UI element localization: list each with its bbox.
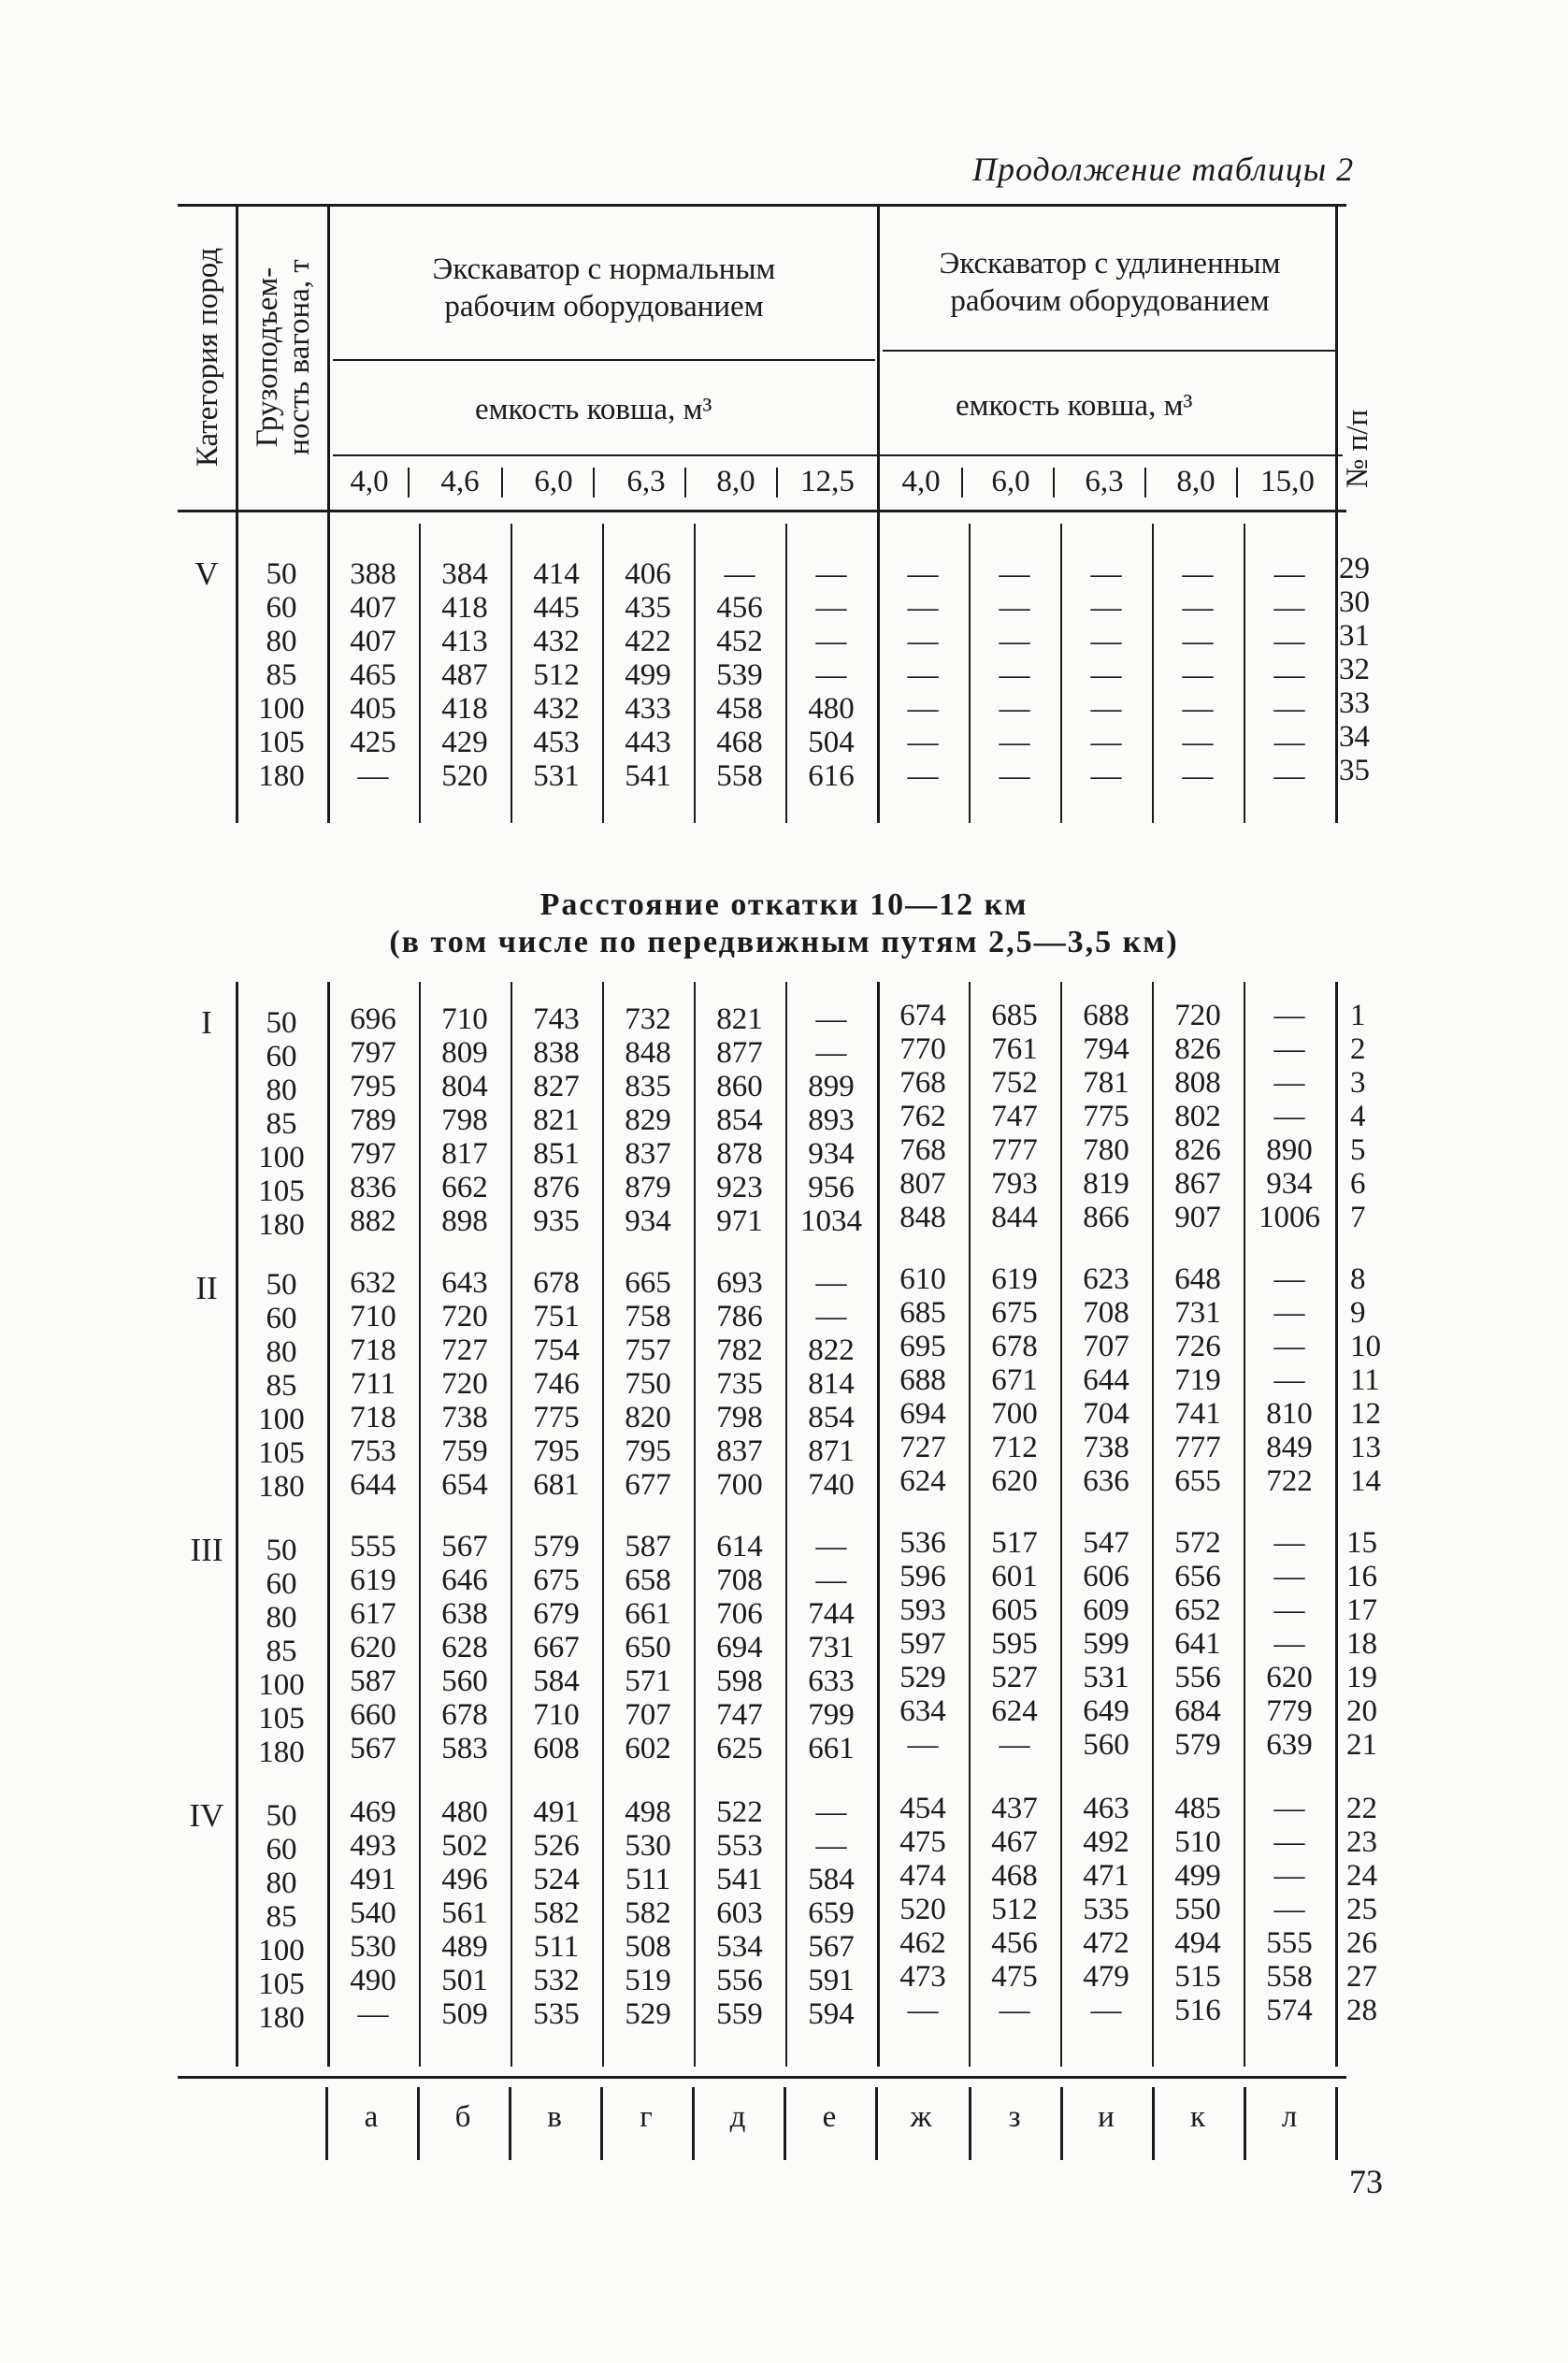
value-column: 469 493 491 540 530 490 — xyxy=(350,1795,396,2031)
size-separator xyxy=(1053,468,1055,497)
row-numbers: 22 23 24 25 26 27 28 xyxy=(1346,1792,1377,2027)
value-column: 732 848 835 829 837 879 934 xyxy=(625,1002,671,1238)
value-column: 555 619 617 620 587 660 567 xyxy=(350,1530,396,1765)
distance-heading-line2: (в том числе по передвижным путям 2,5—3,5 км) xyxy=(389,925,1179,959)
body1-rule xyxy=(602,524,604,823)
body2-rule xyxy=(236,982,238,2067)
body1-rule xyxy=(419,524,421,823)
value-column: 720 826 808 802 826 867 907 xyxy=(1174,999,1221,1234)
body2-rule xyxy=(419,982,421,2067)
table-top-rule xyxy=(178,204,1346,207)
capacity-values: 50 60 80 85 100 105 180 xyxy=(258,1268,305,1504)
body2-rule xyxy=(1060,982,1062,2067)
value-column: — — — — — — — xyxy=(907,557,939,793)
value-column: 536 596 593 597 529 634 — xyxy=(899,1526,946,1762)
size-extended-15-0: 15,0 xyxy=(1260,465,1315,498)
category-label: III xyxy=(190,1532,223,1568)
value-column: 614 708 706 694 598 747 625 xyxy=(716,1530,763,1765)
value-column: 567 646 638 628 560 678 583 xyxy=(441,1530,488,1765)
capacity-values: 50 60 80 85 100 105 180 xyxy=(258,1006,305,1242)
value-column: 522 553 541 603 534 556 559 xyxy=(716,1795,763,2031)
size-extended-6-3: 6,3 xyxy=(1085,465,1124,498)
value-column: 480 502 496 561 489 501 509 xyxy=(441,1795,488,2031)
row-numbers: 1 2 3 4 5 6 7 xyxy=(1350,999,1366,1234)
size-separator xyxy=(593,468,595,497)
body1-rule xyxy=(877,512,880,823)
value-column: — — — — 810 849 722 xyxy=(1266,1262,1313,1498)
value-column: 463 492 471 535 472 479 — xyxy=(1083,1792,1129,2027)
distance-heading-line1: Расстояние откатки 10—12 км xyxy=(539,887,1029,922)
column-letter-i: и xyxy=(1098,2100,1115,2134)
value-column: 619 675 678 671 700 712 620 xyxy=(991,1262,1038,1498)
category-label: I xyxy=(201,1004,212,1041)
extended-excavator-line2: рабочим оборудованием xyxy=(950,284,1270,318)
value-column: 693 786 782 735 798 837 700 xyxy=(716,1266,763,1502)
normal-excavator-line1: Экскаватор с нормальным xyxy=(432,252,776,286)
rownum-heading: № п/п xyxy=(1341,409,1374,489)
capacity-heading-line1: Грузоподъем- xyxy=(251,267,284,448)
body1-rule xyxy=(694,524,696,823)
value-column: 648 731 726 719 741 777 655 xyxy=(1174,1262,1221,1498)
value-column: 643 720 727 720 738 759 654 xyxy=(441,1266,488,1502)
value-column: — 456 452 539 458 468 558 xyxy=(716,557,763,793)
value-column: — — — — — — — xyxy=(1090,557,1122,793)
column-letter-g: г xyxy=(640,2100,653,2134)
group-header-rule-extended xyxy=(883,350,1337,352)
body2-rule xyxy=(511,982,512,2067)
value-column: 491 526 524 582 511 532 535 xyxy=(533,1795,580,2031)
size-separator xyxy=(1144,468,1146,497)
body2-rule xyxy=(1244,982,1245,2067)
value-column: 406 435 422 499 433 443 541 xyxy=(625,557,671,793)
value-column: — — — — — — — xyxy=(999,557,1030,793)
group-header-rule-normal xyxy=(333,359,875,361)
size-separator xyxy=(961,468,963,497)
body2-rule xyxy=(1152,982,1154,2067)
size-normal-12-5: 12,5 xyxy=(800,465,855,498)
body1-rule xyxy=(1335,512,1338,823)
category-label: II xyxy=(195,1270,218,1306)
size-separator xyxy=(408,468,410,497)
body1-rule xyxy=(511,524,512,823)
header-divider-capacity xyxy=(236,206,238,510)
capacity-values: 50 60 80 85 100 105 180 xyxy=(258,557,305,793)
value-column: 485 510 499 550 494 515 516 xyxy=(1174,1792,1221,2027)
value-column: 454 475 474 520 462 473 — xyxy=(899,1792,946,2027)
value-column: 498 530 511 582 508 519 529 xyxy=(625,1795,671,2031)
size-normal-6-3: 6,3 xyxy=(626,465,666,498)
column-letter-a: а xyxy=(364,2100,379,2134)
column-letter-zh: ж xyxy=(910,2100,932,2134)
bucket-capacity-extended: емкость ковша, м³ xyxy=(956,389,1193,423)
value-column: 696 797 795 789 797 836 882 xyxy=(350,1002,396,1238)
size-separator xyxy=(684,468,686,497)
size-extended-8-0: 8,0 xyxy=(1176,465,1216,498)
body1-rule xyxy=(785,524,787,823)
capacity-values: 50 60 80 85 100 105 180 xyxy=(258,1534,305,1769)
normal-excavator-heading xyxy=(333,251,875,325)
category-label: IV xyxy=(189,1797,224,1834)
body2-rule xyxy=(969,982,971,2067)
row-numbers: 15 16 17 18 19 20 21 xyxy=(1346,1526,1377,1762)
value-column: 547 606 609 599 531 649 560 xyxy=(1083,1526,1129,1762)
value-column: — — 822 814 854 871 740 xyxy=(808,1266,855,1502)
value-column: 623 708 707 644 704 738 636 xyxy=(1083,1262,1129,1498)
body1-rule xyxy=(1152,524,1154,823)
size-normal-4-0: 4,0 xyxy=(350,465,389,498)
body2-rule xyxy=(327,982,330,2067)
body2-rule xyxy=(785,982,787,2067)
column-letter-l: л xyxy=(1281,2100,1298,2134)
value-column: — — — — 620 779 639 xyxy=(1266,1526,1313,1762)
value-column: 710 809 804 798 817 662 898 xyxy=(441,1002,488,1238)
value-column: 437 467 468 512 456 475 — xyxy=(991,1792,1038,2027)
value-column: 632 710 718 711 718 753 644 xyxy=(350,1266,396,1502)
column-letter-k: к xyxy=(1189,2100,1206,2134)
row-numbers: 8 9 10 11 12 13 14 xyxy=(1350,1262,1381,1498)
table-bottom-rule xyxy=(178,2076,1346,2079)
value-column: 674 770 768 762 768 807 848 xyxy=(899,999,946,1234)
body1-rule xyxy=(1244,524,1245,823)
value-column: — — — — 890 934 1006 xyxy=(1259,999,1320,1234)
body1-rule xyxy=(236,512,238,823)
capacity-heading-line2: ность вагона, т xyxy=(282,259,316,455)
value-column: — — — — 555 558 574 xyxy=(1266,1792,1313,2027)
value-column: 388 407 407 465 405 425 — xyxy=(350,557,396,793)
extended-excavator-heading xyxy=(883,245,1337,320)
column-letter-z: з xyxy=(1008,2100,1021,2134)
footer-rule xyxy=(1335,2087,1338,2160)
size-extended-6-0: 6,0 xyxy=(991,465,1030,498)
value-column: 688 794 781 775 780 819 866 xyxy=(1083,999,1129,1234)
body2-rule xyxy=(602,982,604,2067)
size-normal-6-0: 6,0 xyxy=(534,465,573,498)
body2-rule xyxy=(1335,982,1338,2067)
page-number: 73 xyxy=(1349,2163,1383,2200)
body2-rule xyxy=(877,982,880,2067)
column-letter-v: в xyxy=(547,2100,562,2134)
value-column: — — 744 731 633 799 661 xyxy=(808,1530,855,1765)
size-extended-4-0: 4,0 xyxy=(901,465,941,498)
value-column: 610 685 695 688 694 727 624 xyxy=(899,1262,946,1498)
column-letter-b: б xyxy=(454,2100,471,2134)
value-column: — — 584 659 567 591 594 xyxy=(808,1795,855,2031)
value-column: 685 761 752 747 777 793 844 xyxy=(991,999,1038,1234)
bucket-capacity-normal: емкость ковша, м³ xyxy=(475,393,712,426)
value-column: 678 751 754 746 775 795 681 xyxy=(533,1266,580,1502)
capacity-values: 50 60 80 85 100 105 180 xyxy=(258,1799,305,2035)
value-column: 821 877 860 854 878 923 971 xyxy=(716,1002,763,1238)
value-column: 517 601 605 595 527 624 — xyxy=(991,1526,1038,1762)
value-column: 384 418 413 487 418 429 520 xyxy=(441,557,488,793)
extended-excavator-line1: Экскаватор с удлиненным xyxy=(939,247,1281,281)
value-column: — — — — 480 504 616 xyxy=(808,557,855,793)
body1-rule xyxy=(1060,524,1062,823)
column-letter-d: д xyxy=(729,2100,746,2134)
value-column: 579 675 679 667 584 710 608 xyxy=(533,1530,580,1765)
row-numbers: 29 30 31 32 33 34 35 xyxy=(1339,552,1370,787)
value-column: — — — — — — — xyxy=(1182,557,1214,793)
value-column: 587 658 661 650 571 707 602 xyxy=(625,1530,671,1765)
value-column: 743 838 827 821 851 876 935 xyxy=(533,1002,580,1238)
size-separator xyxy=(1236,468,1238,497)
value-column: 572 656 652 641 556 684 579 xyxy=(1174,1526,1221,1762)
column-letter-e: е xyxy=(822,2100,837,2134)
normal-excavator-line2: рабочим оборудованием xyxy=(444,290,764,324)
size-separator xyxy=(501,468,503,497)
value-column: 414 445 432 512 432 453 531 xyxy=(533,557,580,793)
size-normal-4-6: 4,6 xyxy=(440,465,480,498)
body2-rule xyxy=(694,982,696,2067)
size-separator xyxy=(776,468,778,497)
header-bottom-rule xyxy=(178,510,1346,512)
body1-rule xyxy=(327,512,330,823)
category-label: V xyxy=(194,555,219,592)
continuation-label: Продолжение таблицы 2 xyxy=(972,151,1355,188)
value-column: — — — — — — — xyxy=(1273,557,1305,793)
body1-rule xyxy=(969,524,971,823)
bucket-rule xyxy=(333,454,1343,456)
size-normal-8-0: 8,0 xyxy=(716,465,755,498)
value-column: — — 899 893 934 956 1034 xyxy=(800,1002,862,1238)
category-heading: Категория пород xyxy=(191,247,224,468)
value-column: 665 758 757 750 820 795 677 xyxy=(625,1266,671,1502)
